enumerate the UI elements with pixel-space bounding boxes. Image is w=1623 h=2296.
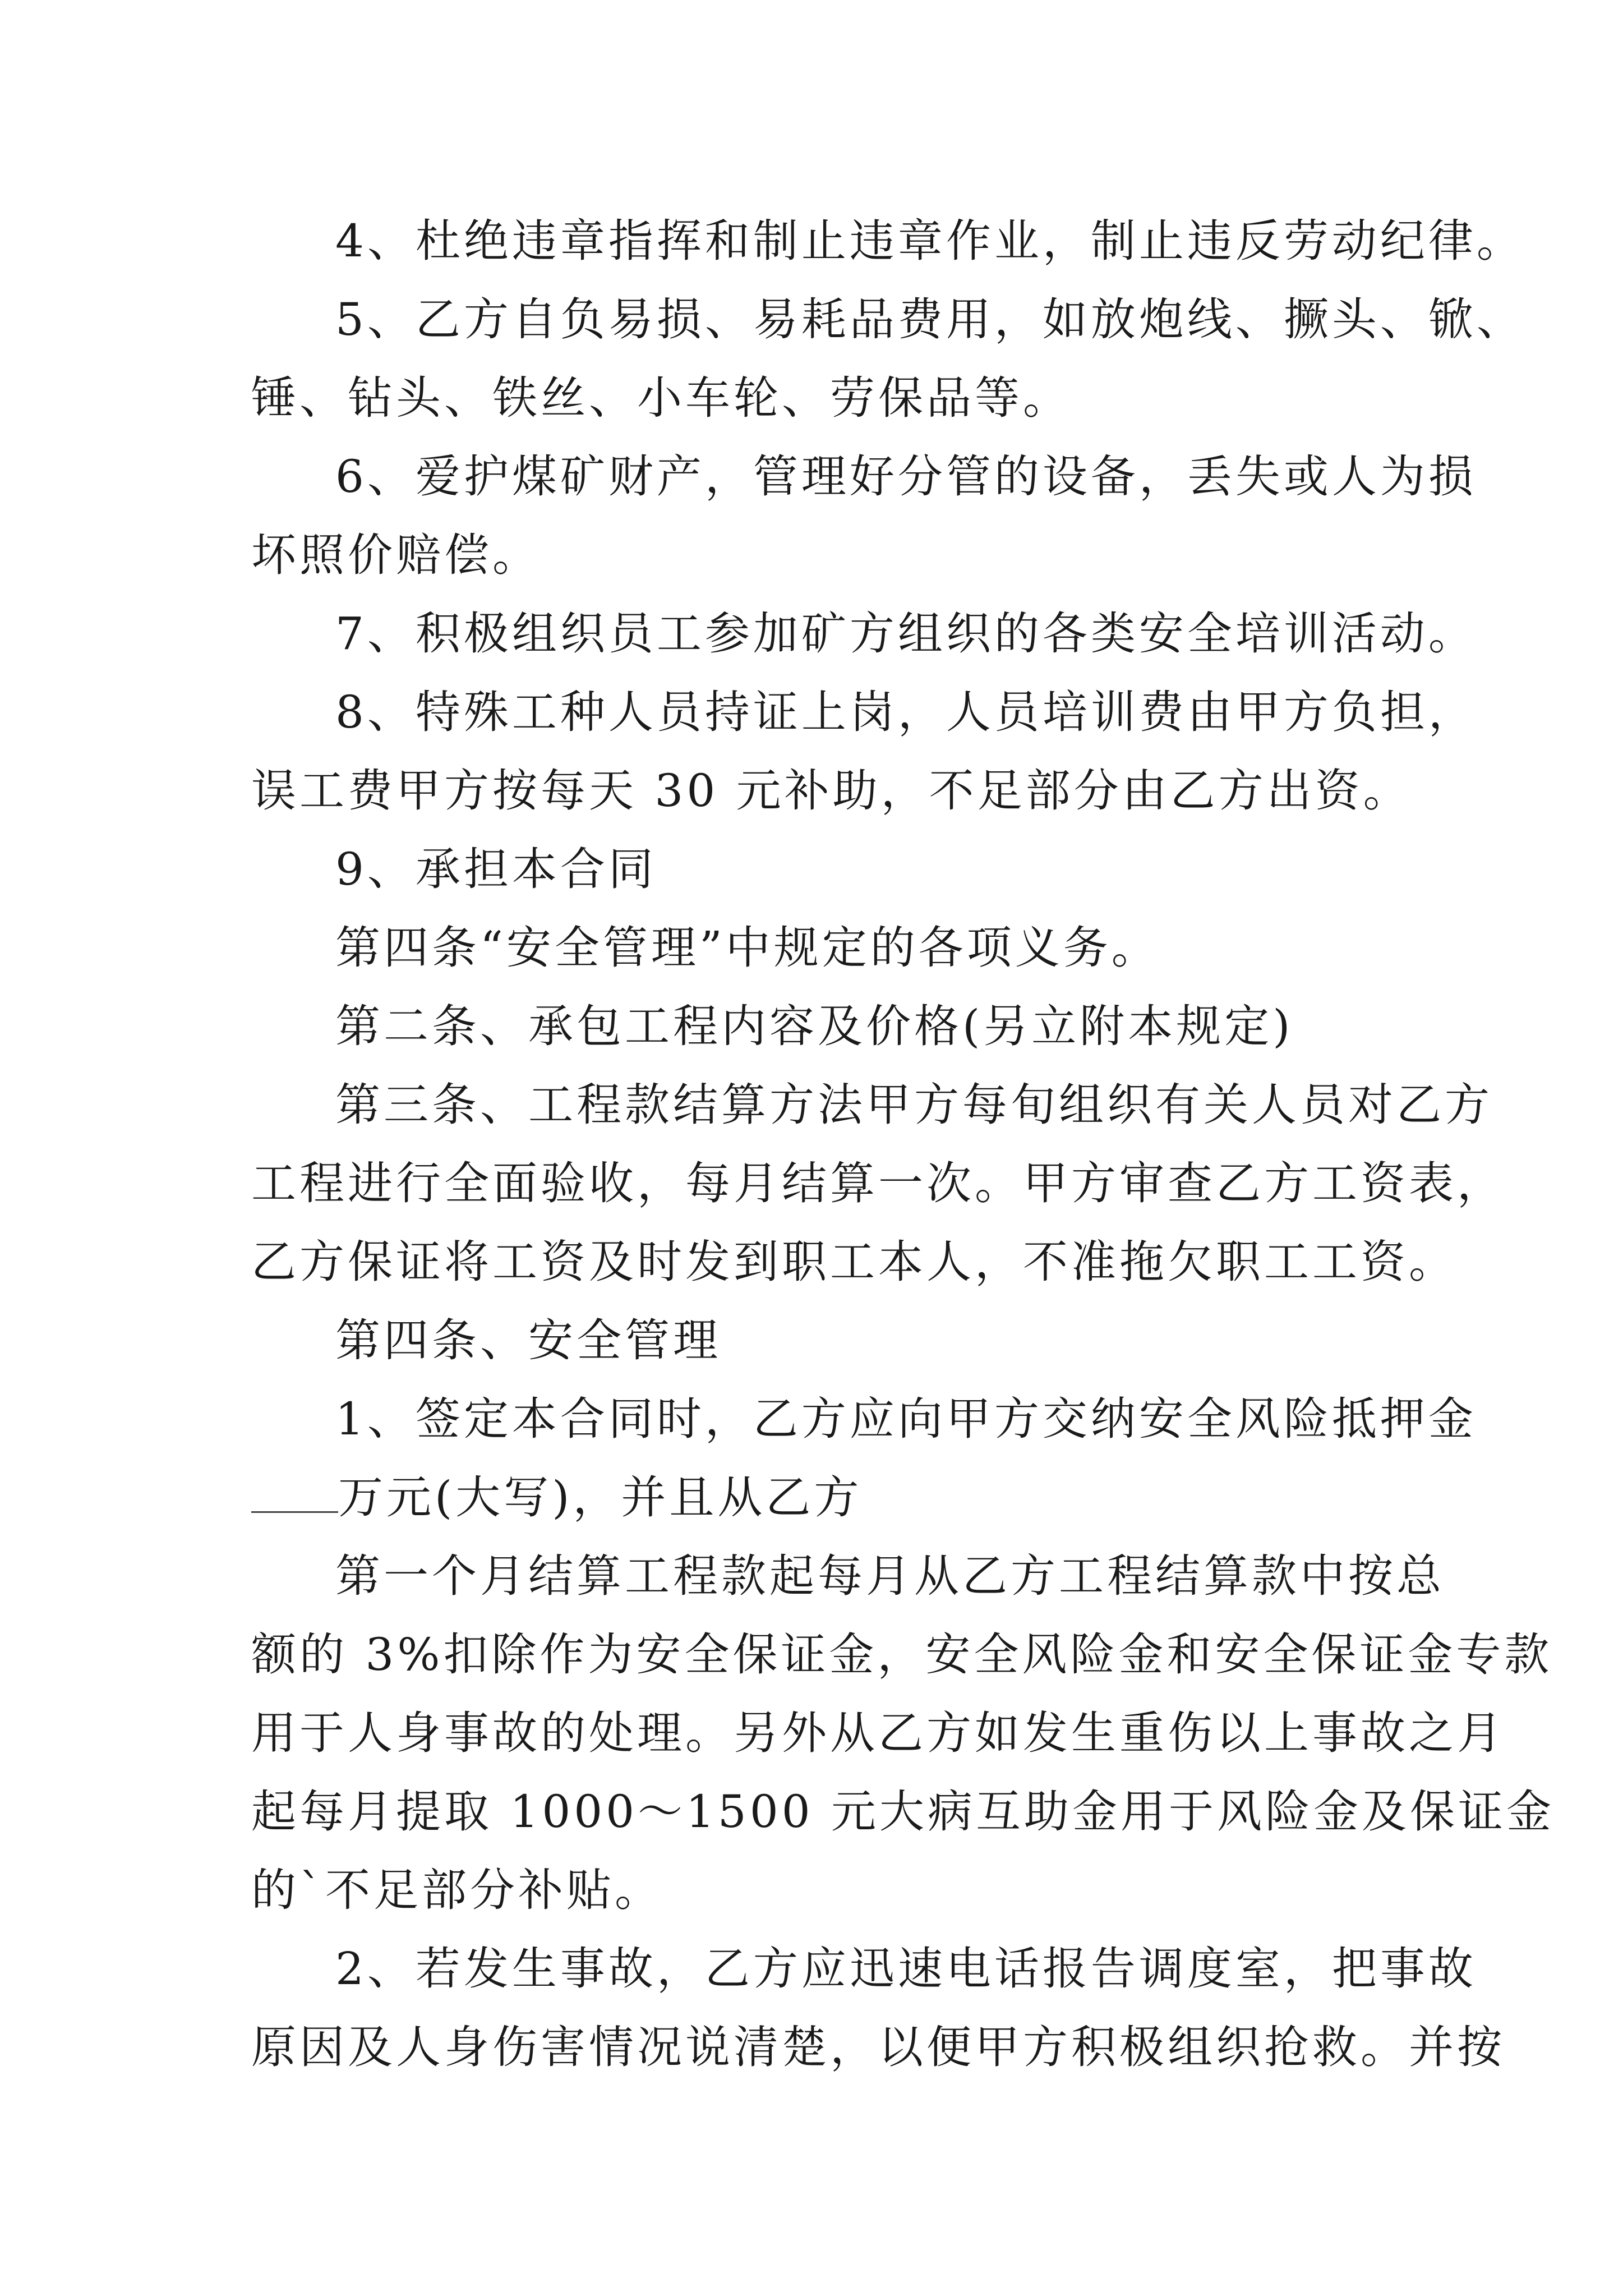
article-heading: 第四条、安全管理 [335, 1314, 721, 1366]
paragraph-text: 万元(大写)，并且从乙方 [338, 1471, 863, 1524]
paragraph-line: 锤、钻头、铁丝、小车轮、劳保品等。 [251, 372, 1071, 424]
paragraph-line: 5、乙方自负易损、易耗品费用，如放炮线、撅头、锨、 [335, 293, 1525, 346]
paragraph-line: 4、杜绝违章指挥和制止违章作业，制止违反劳动纪律。 [335, 215, 1525, 267]
paragraph-line: 额的 3%扣除作为安全保证金，安全风险金和安全保证金专款 [251, 1628, 1553, 1681]
paragraph-line: 坏照价赔偿。 [251, 529, 541, 581]
paragraph-line: 8、特殊工种人员持证上岗，人员培训费由甲方负担， [335, 686, 1477, 738]
paragraph-line: 第四条“安全管理”中规定的各项义务。 [335, 922, 1160, 974]
paragraph-line: 第一个月结算工程款起每月从乙方工程结算款中按总 [335, 1550, 1445, 1602]
article-heading: 第二条、承包工程内容及价格(另立附本规定) [335, 1000, 1294, 1052]
paragraph-line: 原因及人身伤害情况说清楚，以便甲方积极组织抢救。并按 [251, 2021, 1505, 2073]
paragraph-line: 9、承担本合同 [335, 843, 657, 895]
paragraph-line: 的`不足部分补贴。 [251, 1864, 663, 1916]
paragraph-line: 误工费甲方按每天 30 元补助，不足部分由乙方出资。 [251, 765, 1412, 817]
paragraph-line: 6、爱护煤矿财产，管理好分管的设备，丢失或人为损 [335, 450, 1477, 503]
paragraph-line: 工程进行全面验收，每月结算一次。甲方审查乙方工资表， [251, 1157, 1505, 1209]
paragraph-line: 用于人身事故的处理。另外从乙方如发生重伤以上事故之月 [251, 1707, 1505, 1759]
paragraph-line-with-blank [251, 1458, 1390, 1537]
paragraph-line: 2、若发生事故，乙方应迅速电话报告调度室，把事故 [335, 1943, 1477, 1995]
document-body [251, 202, 1555, 2087]
paragraph-line: 乙方保证将工资及时发到职工本人，不准拖欠职工工资。 [251, 1236, 1457, 1288]
paragraph-line: 起每月提取 1000～1500 元大病互助金用于风险金及保证金 [251, 1786, 1555, 1838]
paragraph-line: 1、签定本合同时，乙方应向甲方交纳安全风险抵押金 [335, 1393, 1477, 1445]
fill-in-blank [251, 1472, 338, 1513]
paragraph-line: 7、积极组织员工参加矿方组织的各类安全培训活动。 [335, 608, 1477, 660]
article-heading: 第三条、工程款结算方法甲方每旬组织有关人员对乙方 [335, 1079, 1493, 1131]
